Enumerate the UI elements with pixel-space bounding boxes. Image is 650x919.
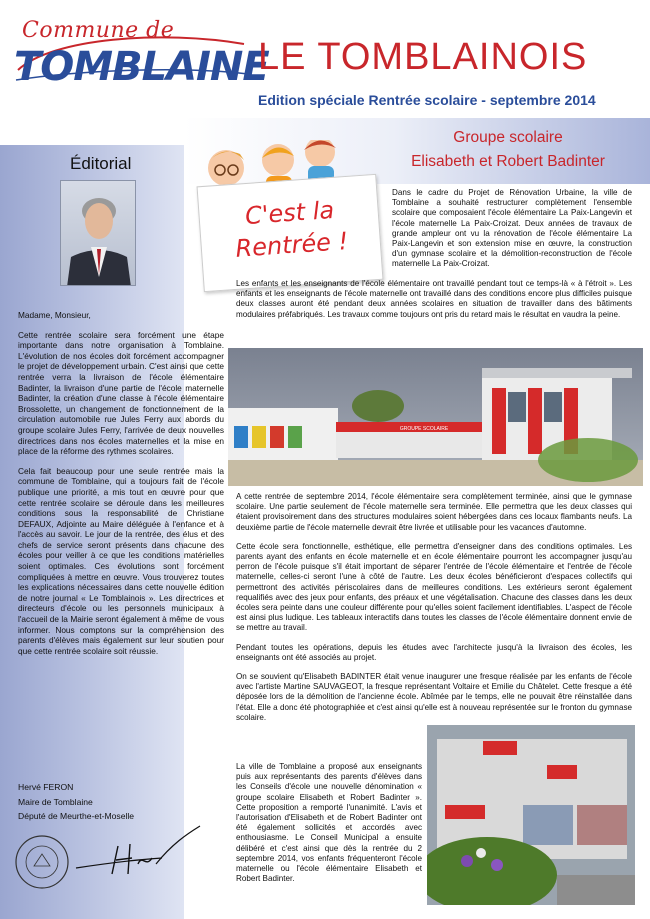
gymnasium-fresque-icon bbox=[427, 725, 635, 905]
signature-icon bbox=[72, 824, 202, 884]
article-paragraph: A cette rentrée de septembre 2014, l'école élémentaire sera complètement terminée, ainsi que le gymnase scolaire. Une partie seulement de l'école maternelle sera terminée. Elle permettra que les deux classes qui étaient provisoirement dans des structures modulaires soient hébergées dans ces locaux flambants neufs. La deuxième partie de l'école maternelle devrait être livrée et utilisable pour les vacances d'automne. bbox=[236, 492, 632, 532]
mayor-portrait bbox=[60, 180, 136, 286]
school-building-photo bbox=[228, 348, 643, 486]
editorial-paragraph: Cela fait beaucoup pour une seule rentrée mais la commune de Tomblaine, qui a toujours fait de l'école publique une priorité, a mis tout en œuvre pour que cette rentrée scolaire se déroule dans les meilleures conditions sous la responsabilité de Christiane DEFAUX, Adjointe au Maire déléguée à l'enfance et à l'accès au savoir. Le jour de la rentrée, des élus et des chefs de service seront présents dans chacune des écoles pour veiller à ce que les conditions matérielles soient optimales. Ces évolutions sont forcément compliquées à mettre en œuvre. Vous trouverez toutes les explications nécessaires dans cette nouvelle édition de notre journal « Le Tomblainois ». Les directrices et directeurs d'école ou les personnels municipaux à l'accueil de la Mairie seront également à même de vous informer. Nous comptons sur la compréhension des parents d'élèves mais également sur leur soutien pour que cette rentrée scolaire soit réussie. bbox=[18, 465, 224, 656]
article-intro-2: Les enfants et les enseignants de l'école élémentaire ont travaillé pendant tout ce temps-là « à l'étroit ». Les enfants et les enseignants de l'école maternelle ont travaillé dans des conditions encore plus difficiles puisque deux classes auront été pendant deux années scolaires en situation de travailler dans des bâtiments modulaires préfabriqués. Les travaux comme toujours ont pris du retard mais le résultat en vaudra la peine. bbox=[236, 279, 632, 319]
portrait-illustration-icon bbox=[61, 181, 136, 286]
article-body bbox=[236, 492, 632, 732]
article-title bbox=[400, 126, 616, 174]
signoff-name: Hervé FERON bbox=[18, 782, 74, 792]
school-building-icon bbox=[228, 348, 643, 486]
article-paragraph: Cette école sera fonctionnelle, esthétique, elle permettra d'enseigner dans des conditions optimales. Les parents ayant des enfants en école maternelle et en école élémentaire pourront les accompagner jusqu'au perron de l'école puisque s'il était important de séparer l'entrée de l'école élémentaire et l'entrée de l'école maternelle, celles-ci seront l'une à côté de l'autre. Les deux écoles bénéficieront d'espaces collectifs qui permettront des activités périscolaires dans de meilleures conditions. Les extérieurs seront également requalifiés avec des jeux pour enfants, des préaux et une végétalisation. Chacune des classes dans les deux écoles sera peinte dans une couleur différente pour qu'elles soient facilement identifiables. L'aspect de l'école est ainsi plus ludique. Les tableaux interactifs dans toutes les classes de l'école élémentaire donnent envie de se mettre au travail. bbox=[236, 541, 632, 633]
article-paragraph: Pendant toutes les opérations, depuis les études avec l'architecte jusqu'à la livraison des écoles, les enseignants ont été associés au projet. bbox=[236, 642, 632, 662]
article-closing: La ville de Tomblaine a proposé aux enseignants puis aux représentants des parents d'élèves dans les Conseils d'école une nouvelle dénomination « groupe scolaire Elisabeth et Robert Badinter ». Cette proposition a remporté l'unanimité. L'avis et l'autorisation d'Elisabeth et de Robert Badinter ont été également sollicités et accordés avec enthousiasme. Le Conseil Municipal a ensuite délibéré et c'est ainsi que dès la rentrée du 2 septembre 2014, vos enfants fréquenteront l'école maternelle ou l'école élémentaire Elisabeth et Robert Badinter. bbox=[236, 762, 422, 884]
editorial-paragraph: Madame, Monsieur, bbox=[18, 310, 91, 320]
newspaper-title: LE TOMBLAINOIS bbox=[258, 36, 588, 78]
article-paragraph: On se souvient qu'Elisabeth BADINTER était venue inaugurer une fresque réalisée par les enfants de l'école avec l'artiste Martine SAUVAGEOT, la fresque représentant Voltaire et Emilie du Châtelet. Cette fresque a été déposée lors de la démolition de l'ancienne école. Abîmée par le temps, elle ne pouvait être réinstallée dans l'état. Elle a donc été photographiée et c'est ainsi qu'elle est à nouveau représentée sur le fronton du gymnase scolaire. bbox=[236, 672, 632, 722]
article-intro: Dans le cadre du Projet de Rénovation Urbaine, la ville de Tomblaine a souhaité restructurer complètement l'ensemble scolaire que composaient l'école élémentaire La Paix-Langevin et l'école maternelle La Paix-Croizat. Deux années de travaux de grande ampleur ont vu la rénovation de l'école élémentaire La Paix-Langevin et son extension mise en œuvre, la construction d'un gymnase scolaire et la démolition-reconstruction de l'école maternelle La Paix-Croizat. bbox=[392, 188, 632, 269]
rentree-card-line: Rentrée ! bbox=[234, 227, 350, 263]
editorial-heading: Éditorial bbox=[70, 154, 132, 173]
rentree-card bbox=[197, 174, 384, 292]
logo-commune-text: Commune de bbox=[22, 18, 175, 43]
mairie-seal-icon bbox=[14, 834, 70, 890]
article-title-line: Groupe scolaire bbox=[453, 129, 563, 146]
editorial-paragraph: Cette rentrée scolaire sera forcément une étape importante dans notre organisation à Tomblaine. L'évolution de nos écoles doit forcément accompagner le projet de développement urbain. C'est ainsi que cette rentrée verra la livraison de l'école élémentaire Badinter, la livraison d'une partie de l'école maternelle Badinter, la création d'une classe à l'école élémentaire Brossolette, un changement de fonctionnement de la circulation automobile rue Jules Ferry aux abords du groupe scolaire Jules Ferry, l'arrivée de deux nouvelles directrices dans nos écoles maternelles et la mise en place de la réforme des rythmes scolaires. bbox=[18, 329, 224, 457]
article-title-line: Elisabeth et Robert Badinter bbox=[411, 153, 605, 170]
rentree-card-text bbox=[199, 191, 383, 267]
editorial-signoff bbox=[18, 780, 134, 824]
building-sign-text: GROUPE SCOLAIRE bbox=[399, 426, 449, 432]
edition-subtitle: Edition spéciale Rentrée scolaire - septembre 2014 bbox=[258, 92, 596, 108]
editorial-body bbox=[18, 310, 224, 665]
signoff-role: Maire de Tomblaine bbox=[18, 796, 93, 807]
logo-tomblaine-text: TOMBLAINE bbox=[14, 44, 269, 90]
rentree-card-line: C'est la bbox=[244, 195, 335, 231]
signoff-role: Député de Meurthe-et-Moselle bbox=[18, 811, 135, 821]
fresque-photo bbox=[427, 725, 635, 905]
